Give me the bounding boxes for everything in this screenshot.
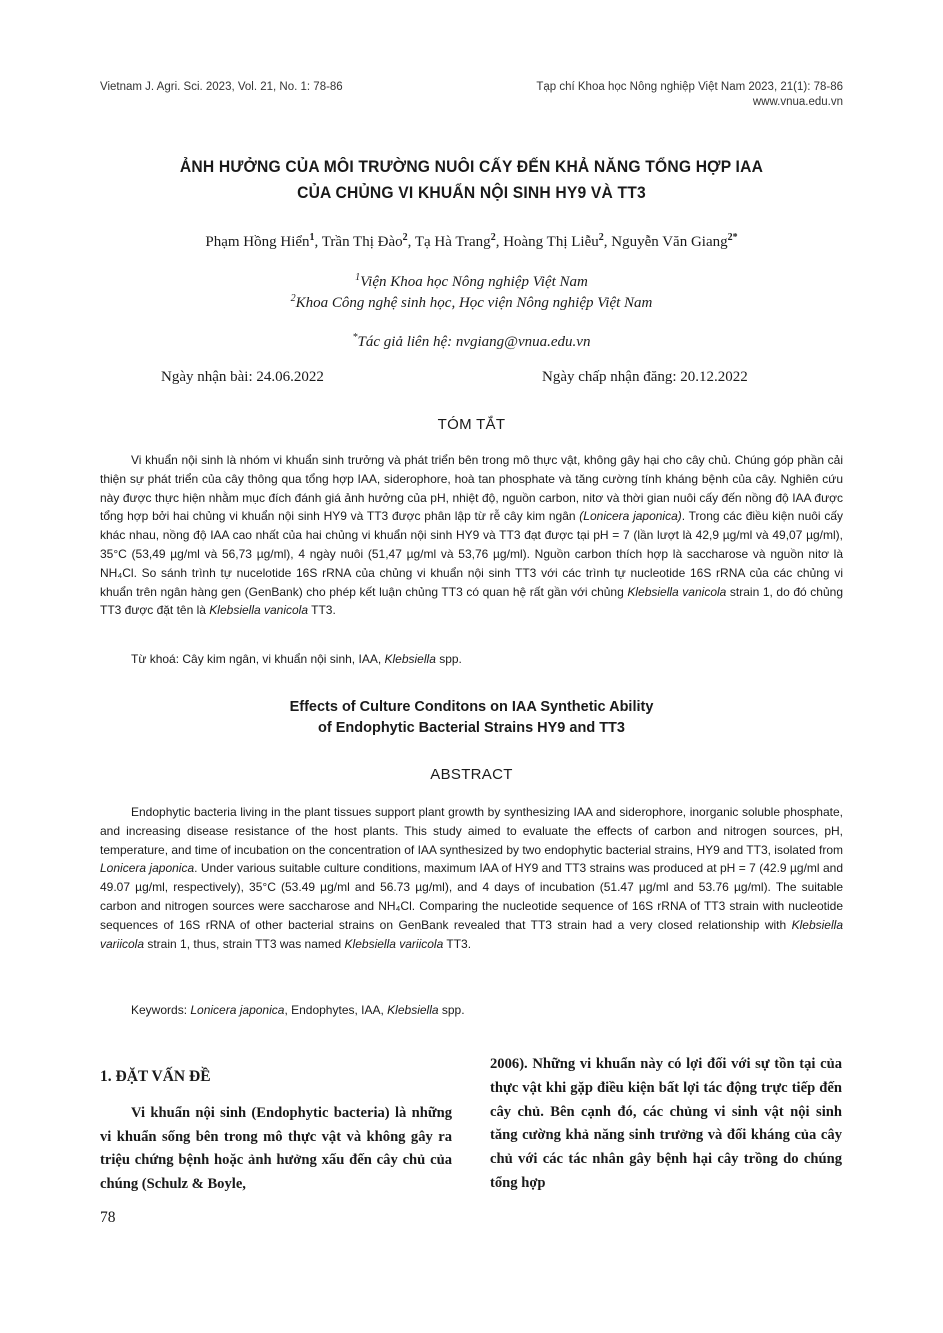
author-name: Nguyễn Văn Giang bbox=[611, 234, 728, 250]
author-name: Phạm Hồng Hiển bbox=[205, 234, 310, 250]
abstract-text: . Under various suitable culture conditions, maximum IAA of HY9 and TT3 strains was produced at pH = 7 (42.9 µg/ml and 49.07 µg/ml, respectively), 35°C (53.49 µg/ml and 56.73 µg/ml), and 4 days of incubation (51.47 µg/ml and 53.76 µg/ml). The suitable carbon and nitrogen sources were saccharose and NH₄Cl. Comparing the nucleotide sequence of 16S rRNA of TT3 strain with nucleotide sequences of 16S rRNA of other bacterial strains on GenBank revealed that TT3 strain had a very closed relationship with bbox=[100, 861, 843, 932]
en-keywords bbox=[131, 1001, 843, 1019]
species-name: Klebsiella vanicola bbox=[627, 584, 727, 599]
author-separator: , bbox=[314, 234, 322, 250]
species-name: Lonicera japonica bbox=[100, 861, 195, 876]
en-abstract-heading: ABSTRACT bbox=[430, 766, 513, 783]
affiliation-mark: 2 bbox=[290, 293, 296, 304]
abstract-text: . Trong các điều kiện nuôi cấy khác nhau, nồng độ IAA cao nhất của hai chủng vi khuẩn nội sinh HY9 và TT3 đạt được tại pH = 7 (lần lượt là 42,9 µg/ml và 49,07 µg/ml), 35°C (53,49 µg/ml và 56,73 µg/ml), 4 ngày nuôi (51,47 µg/ml và 53,76 µg/ml). Nguồn carbon thích hợp là saccharose và nguồn nitơ là NH₄Cl. So sánh trình tự nucelotide 16S rRNA của chủng vi khuẩn nội sinh TT3 với các trình tự nucleotide 16S rRNA của các chủng vi khuẩn trên ngân hàng gen (GenBank) cho phép kết luận chủng TT3 có quan hệ rất gần với chủng bbox=[100, 509, 844, 599]
keywords-text: Từ khoá: Cây kim ngân, vi khuẩn nội sinh, IAA, bbox=[131, 652, 385, 666]
keyword-genus: Klebsiella bbox=[384, 652, 436, 666]
author-name: Trần Thị Đào bbox=[321, 234, 403, 250]
vn-abstract-body bbox=[100, 451, 843, 620]
english-title bbox=[100, 697, 843, 739]
affiliation-mark: 1 bbox=[355, 272, 361, 283]
author-separator: , bbox=[603, 234, 612, 250]
keywords-text: , Endophytes, IAA, bbox=[284, 1003, 388, 1017]
author-affil-mark: 2 bbox=[402, 232, 408, 243]
body-column-right bbox=[490, 1053, 842, 1196]
author-separator: , bbox=[407, 234, 415, 250]
paper-title-line-1: ẢNH HƯỞNG CỦA MÔI TRƯỜNG NUÔI CẤY ĐẾN KHẢ NĂNG TỔNG HỢP IAA bbox=[179, 157, 764, 176]
section-heading: 1. ĐẶT VẤN ĐỀ bbox=[100, 1068, 211, 1085]
abstract-text: strain 1, do đó chủng TT3 được đặt tên là bbox=[100, 584, 843, 618]
author-separator: , bbox=[495, 234, 504, 250]
author-list bbox=[100, 227, 843, 253]
journal-citation-en: Vietnam J. Agri. Sci. 2023, Vol. 21, No. 1: 78-86 bbox=[100, 81, 343, 93]
keywords-text: spp. bbox=[438, 1003, 465, 1017]
keyword-species: Lonicera japonica bbox=[190, 1003, 285, 1017]
vn-abstract-heading: TÓM TẮT bbox=[437, 416, 506, 433]
author-affil-mark: 2 bbox=[490, 232, 496, 243]
body-paragraph: 2006). Những vi khuẩn này có lợi đối với sự tồn tại của thực vật khi gặp điều kiện bất lợi tác động trực tiếp đến cây chủ. Bên cạnh đó, các chủng vi sinh vật nội sinh tăng cường khả năng sinh trưởng và đối kháng của cây chủ với các tác nhân gây bệnh hại cây trồng do chúng tổng hợp bbox=[490, 1056, 842, 1191]
abstract-text: strain 1, thus, strain TT3 was named bbox=[144, 936, 345, 951]
abstract-text: TT3. bbox=[443, 936, 472, 951]
abstract-text: Endophytic bacteria living in the plant tissues support plant growth by synthesizing IAA and siderophore, inorganic soluble phosphate, and increasing disease resistance of the host plants. This study aimed to evaluate the effects of carbon and nitrogen sources, pH, temperature, and time of incubation on the concentration of IAA synthesized by two endophytic bacterial strains, HY9 and TT3, isolated from bbox=[100, 805, 843, 857]
affiliation-text: Khoa Công nghệ sinh học, Học viện Nông nghiệp Việt Nam bbox=[295, 295, 653, 311]
received-date: Ngày nhận bài: 24.06.2022 bbox=[161, 369, 324, 385]
keywords-label: Keywords: bbox=[131, 1003, 191, 1017]
affiliation-2 bbox=[100, 288, 843, 314]
author-affil-mark: 2 bbox=[598, 232, 604, 243]
corresponding-mark: * bbox=[352, 332, 358, 343]
en-abstract-body bbox=[100, 803, 843, 953]
author-affil-mark: 2* bbox=[727, 232, 738, 243]
en-abstract-paragraph bbox=[100, 803, 843, 953]
vn-keywords bbox=[131, 650, 843, 668]
abstract-text: Vi khuẩn nội sinh là nhóm vi khuẩn sinh trưởng và phát triển bên trong mô thực vật, không gây hại cho cây chủ. Chúng góp phần cải thiện sự phát triển của cây thông qua tổng hợp IAA, siderophore, hoà tan phosphate và tăng cường tính kháng bệnh của cây. Nghiên cứu này được thực hiện nhằm mục đích đánh giá ảnh hưởng của pH, nhiệt độ, nguồn carbon, nitơ và thời gian nuôi cấy đến nồng độ IAA được tổng hợp bởi hai chủng vi khuẩn nội sinh HY9 và TT3 được phân lập từ rễ cây kim ngân bbox=[100, 453, 843, 524]
affiliation-text: Viện Khoa học Nông nghiệp Việt Nam bbox=[360, 274, 588, 290]
body-column-left bbox=[100, 1053, 452, 1197]
author-affil-mark: 1 bbox=[309, 232, 315, 243]
vn-abstract-paragraph bbox=[100, 451, 843, 620]
english-title-line-2: of Endophytic Bacterial Strains HY9 and TT3 bbox=[318, 720, 625, 736]
english-title-line-1: Effects of Culture Conditons on IAA Synthetic Ability bbox=[289, 699, 654, 715]
accepted-date: Ngày chấp nhận đăng: 20.12.2022 bbox=[542, 369, 748, 385]
abstract-text: TT3. bbox=[308, 603, 336, 618]
journal-citation-vn bbox=[536, 80, 843, 110]
paper-title bbox=[130, 154, 814, 206]
journal-citation-vn-line: Tạp chí Khoa học Nông nghiệp Việt Nam 2023, 21(1): 78-86 bbox=[536, 81, 843, 93]
species-name: Klebsiella variicola bbox=[100, 917, 843, 951]
corresponding-text: Tác giả liên hệ: nvgiang@vnua.edu.vn bbox=[357, 334, 591, 350]
author-name: Tạ Hà Trang bbox=[414, 234, 491, 250]
page-number: 78 bbox=[100, 1209, 116, 1226]
paper-title-line-2: CỦA CHỦNG VI KHUẨN NỘI SINH HY9 VÀ TT3 bbox=[297, 183, 646, 202]
species-name: (Lonicera japonica) bbox=[579, 509, 682, 524]
journal-website[interactable]: www.vnua.edu.vn bbox=[752, 96, 843, 108]
corresponding-author bbox=[100, 327, 843, 353]
author-name: Hoàng Thị Liễu bbox=[503, 234, 599, 250]
species-name: Klebsiella variicola bbox=[344, 936, 444, 951]
body-paragraph: Vi khuẩn nội sinh (Endophytic bacteria) là những vi khuẩn sống bên trong mô thực vật và không gây ra triệu chứng bệnh hoặc ảnh hưởng xấu đến cây chủ của chúng (Schulz & Boyle, bbox=[100, 1104, 452, 1193]
species-name: Klebsiella vanicola bbox=[209, 603, 309, 618]
keyword-genus: Klebsiella bbox=[387, 1003, 439, 1017]
keywords-text: spp. bbox=[435, 652, 462, 666]
